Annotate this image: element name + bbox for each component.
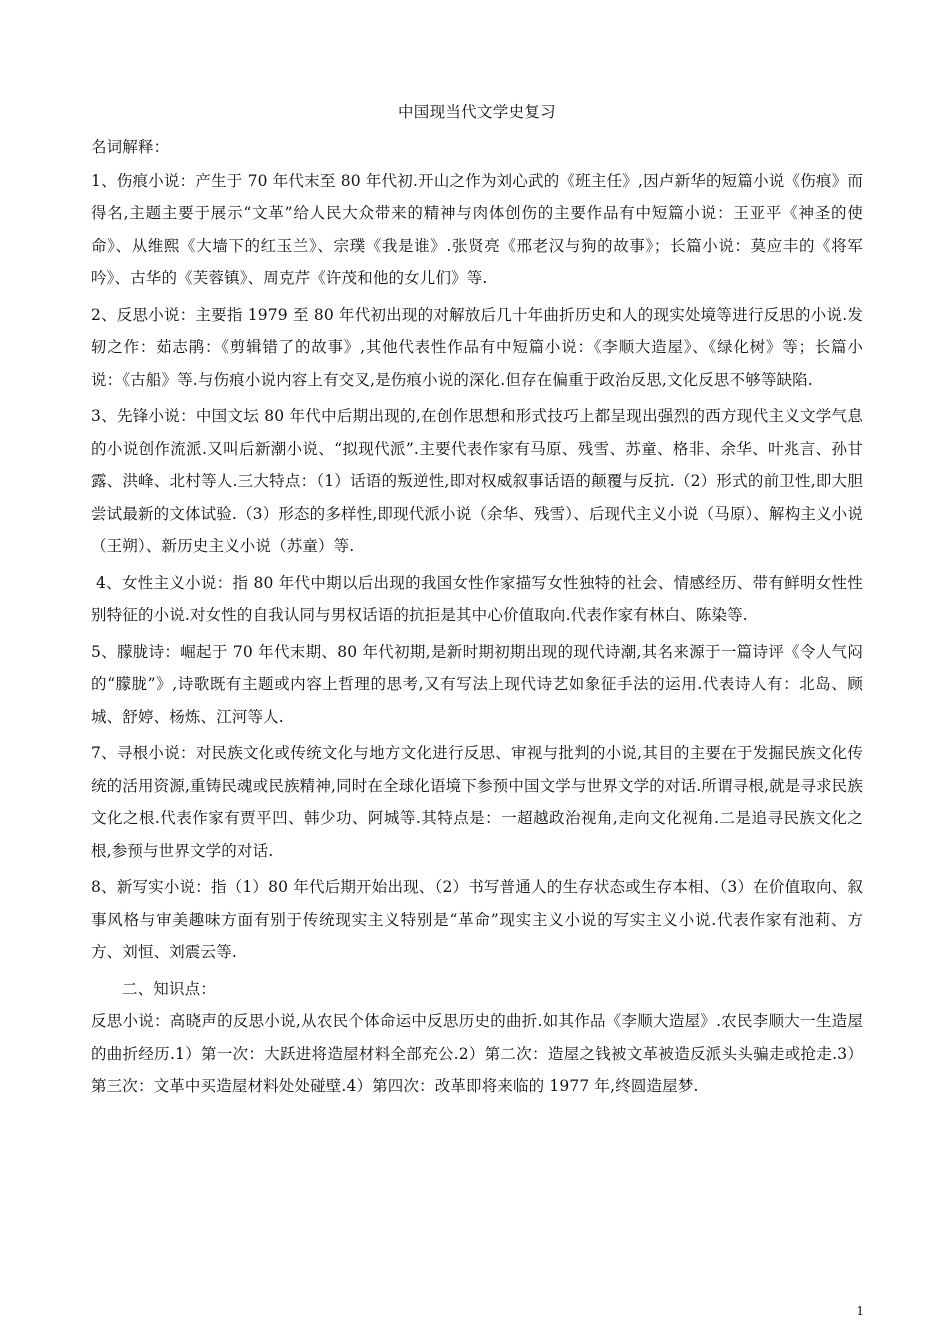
knowledge-point-paragraph: 反思小说：高晓声的反思小说,从农民个体命运中反思历史的曲折.如其作品《李顺大造屋》.农民李顺大一生造屋的曲折经历.1）第一次：大跃进将造屋材料全部充公.2）第二次：造屋之钱被文革被造反派头头骗走或抢走.3）第三次：文革中买造屋材料处处碰壁.4）第四次：改革即将来临的 1977 年,终圆造屋梦.: [91, 1012, 863, 1095]
term-paragraph-reflection-fiction: 2、反思小说：主要指 1979 至 80 年代初出现的对解放后几十年曲折历史和人的现实处境等进行反思的小说.发轫之作：茹志鹃：《剪辑错了的故事》,其他代表性作品有中短篇小说：《李顺大造屋》、《绿化树》等；长篇小说：《古船》等.与伤痕小说内容上有交叉,是伤痕小说的深化.但存在偏重于政治反思,文化反思不够等缺陷.: [91, 305, 863, 389]
section-heading-terms: 名词解释：: [91, 138, 170, 156]
term-paragraph-root-seeking-fiction: 7、寻根小说：对民族文化或传统文化与地方文化进行反思、审视与批判的小说,其目的主要在于发掘民族文化传统的活用资源,重铸民魂或民族精神,同时在全球化语境下参预中国文学与世界文学的对话.所谓寻根,就是寻求民族文化之根.代表作家有贾平凹、韩少功、阿城等.其特点是：一超越政治视角,走向文化视角.二是追寻民族文化之根,参预与世界文学的对话.: [91, 744, 863, 860]
document-body: [91, 96, 863, 1107]
section-heading-knowledge-points: 二、知识点：: [122, 979, 216, 998]
term-paragraph-misty-poetry: 5、朦胧诗：崛起于 70 年代末期、80 年代初期,是新时期初期出现的现代诗潮,其名来源于一篇诗评《令人气闷的“朦胧”》,诗歌既有主题或内容上哲理的思考,又有写法上现代诗艺如象征手法的运用.代表诗人有：北岛、顾城、舒婷、杨炼、江河等人.: [91, 642, 863, 726]
term-paragraph-feminist-fiction: 4、女性主义小说：指 80 年代中期以后出现的我国女性作家描写女性独特的社会、情感经历、带有鲜明女性性别特征的小说.对女性的自我认同与男权话语的抗拒是其中心价值取向.代表作家有林白、陈染等.: [91, 573, 863, 624]
document-title: 中国现当代文学史复习: [397, 103, 556, 121]
term-paragraph-avant-garde-fiction: 3、先锋小说：中国文坛 80 年代中后期出现的,在创作思想和形式技巧上都呈现出强烈的西方现代主义文学气息的小说创作流派.又叫后新潮小说、“拟现代派”.主要代表作家有马原、残雪、苏童、格非、余华、叶兆言、孙甘露、洪峰、北村等人.三大特点：（1）话语的叛逆性,即对权威叙事话语的颠覆与反抗.（2）形式的前卫性,即大胆尝试最新的文体试验.（3）形态的多样性,即现代派小说（余华、残雪）、后现代主义小说（马原）、解构主义小说（王朔）、新历史主义小说（苏童）等.: [91, 407, 863, 555]
term-paragraph-scar-literature: 1、伤痕小说：产生于 70 年代末至 80 年代初.开山之作为刘心武的《班主任》,因卢新华的短篇小说《伤痕》而得名,主题主要于展示“文革”给人民大众带来的精神与肉体创伤的主要作品有中短篇小说：王亚平《神圣的使命》、从维熙《大墙下的红玉兰》、宗璞《我是谁》.张贤亮《邢老汉与狗的故事》；长篇小说：莫应丰的《将军吟》、古华的《芙蓉镇》、周克芹《许茂和他的女儿们》等.: [91, 171, 863, 287]
page-number: 1: [856, 1304, 864, 1318]
term-paragraph-neo-realism-fiction: 8、新写实小说：指（1）80 年代后期开始出现、（2）书写普通人的生存状态或生存本相、（3）在价值取向、叙事风格与审美趣味方面有别于传统现实主义特别是“革命”现实主义小说的写实主义小说.代表作家有池莉、方方、刘恒、刘震云等.: [91, 878, 863, 961]
